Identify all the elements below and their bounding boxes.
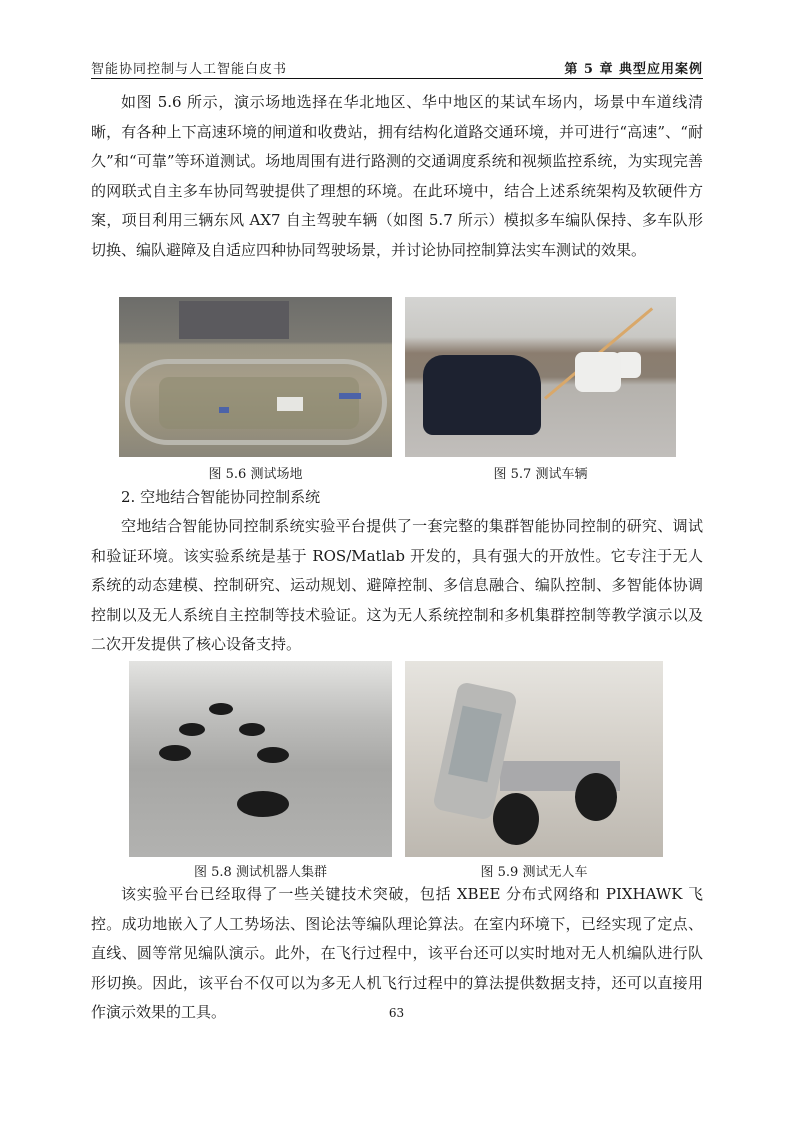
section-heading: 2. 空地结合智能协同控制系统 [121, 488, 321, 506]
figure-5-6-aerial-image [119, 297, 392, 457]
figure-caption: 图 5.6 测试场地 [208, 467, 303, 482]
page-number: 63 [388, 1006, 405, 1020]
figure-caption: 图 5.8 测试机器人集群 [194, 865, 327, 880]
book-title: 智能协同控制与人工智能白皮书 [91, 62, 288, 77]
figure-5-8-robots-image [129, 661, 392, 857]
chapter-title: 第 5 章 典型应用案例 [564, 62, 703, 77]
paragraph-platform: 空地结合智能协同控制系统实验平台提供了一套完整的集群智能协同控制的研究、调试和验证环境。该实验系统是基于 ROS/Matlab 开发的，具有强大的开放性。它专注于无人系统的动态建模、控制研究、运动规划、避障控制、多信息融合、编队控制、多智能体协调控制以及无人系统自主控制等技术验证。这为无人系统控制和多机集群控制等教学演示以及二次开发提供了核心设备支持。 [91, 517, 703, 653]
figure-caption: 图 5.7 测试车辆 [493, 467, 588, 482]
paragraph-test-site: 如图 5.6 所示，演示场地选择在华北地区、华中地区的某试车场内，场景中车道线清晰，有各种上下高速环境的闸道和收费站，拥有结构化道路交通环境，并可进行“高速”、“耐久”和“可靠”等环道测试。场地周围有进行路测的交通调度系统和视频监控系统，为实现完善的网联式自主多车协同驾驶提供了理想的环境。在此环境中，结合上述系统架构及软硬件方案，项目利用三辆东风 AX7 自主驾驶车辆（如图 5.7 所示）模拟多车编队保持、多车队形切换、编队避障及自适应四种协同驾驶场景，并讨论协同控制算法实车测试的效果。 [91, 93, 703, 259]
paragraph-achievements: 该实验平台已经取得了一些关键技术突破，包括 XBEE 分布式网络和 PIXHAWK 飞控。成功地嵌入了人工势场法、图论法等编队理论算法。在室内环境下，已经实现了定点、直线、圆等常见编队演示。此外，在飞行过程中，该平台还可以实时地对无人机编队进行队形切换。因此，该平台不仅可以为多无人机飞行过程中的算法提供数据支持，还可以直接用作演示效果的工具。 [91, 885, 703, 1021]
running-header [91, 54, 703, 79]
figure-caption: 图 5.9 测试无人车 [480, 865, 588, 880]
figure-5-7-vehicles-image [405, 297, 676, 457]
figure-5-9-ugv-image [405, 661, 663, 857]
